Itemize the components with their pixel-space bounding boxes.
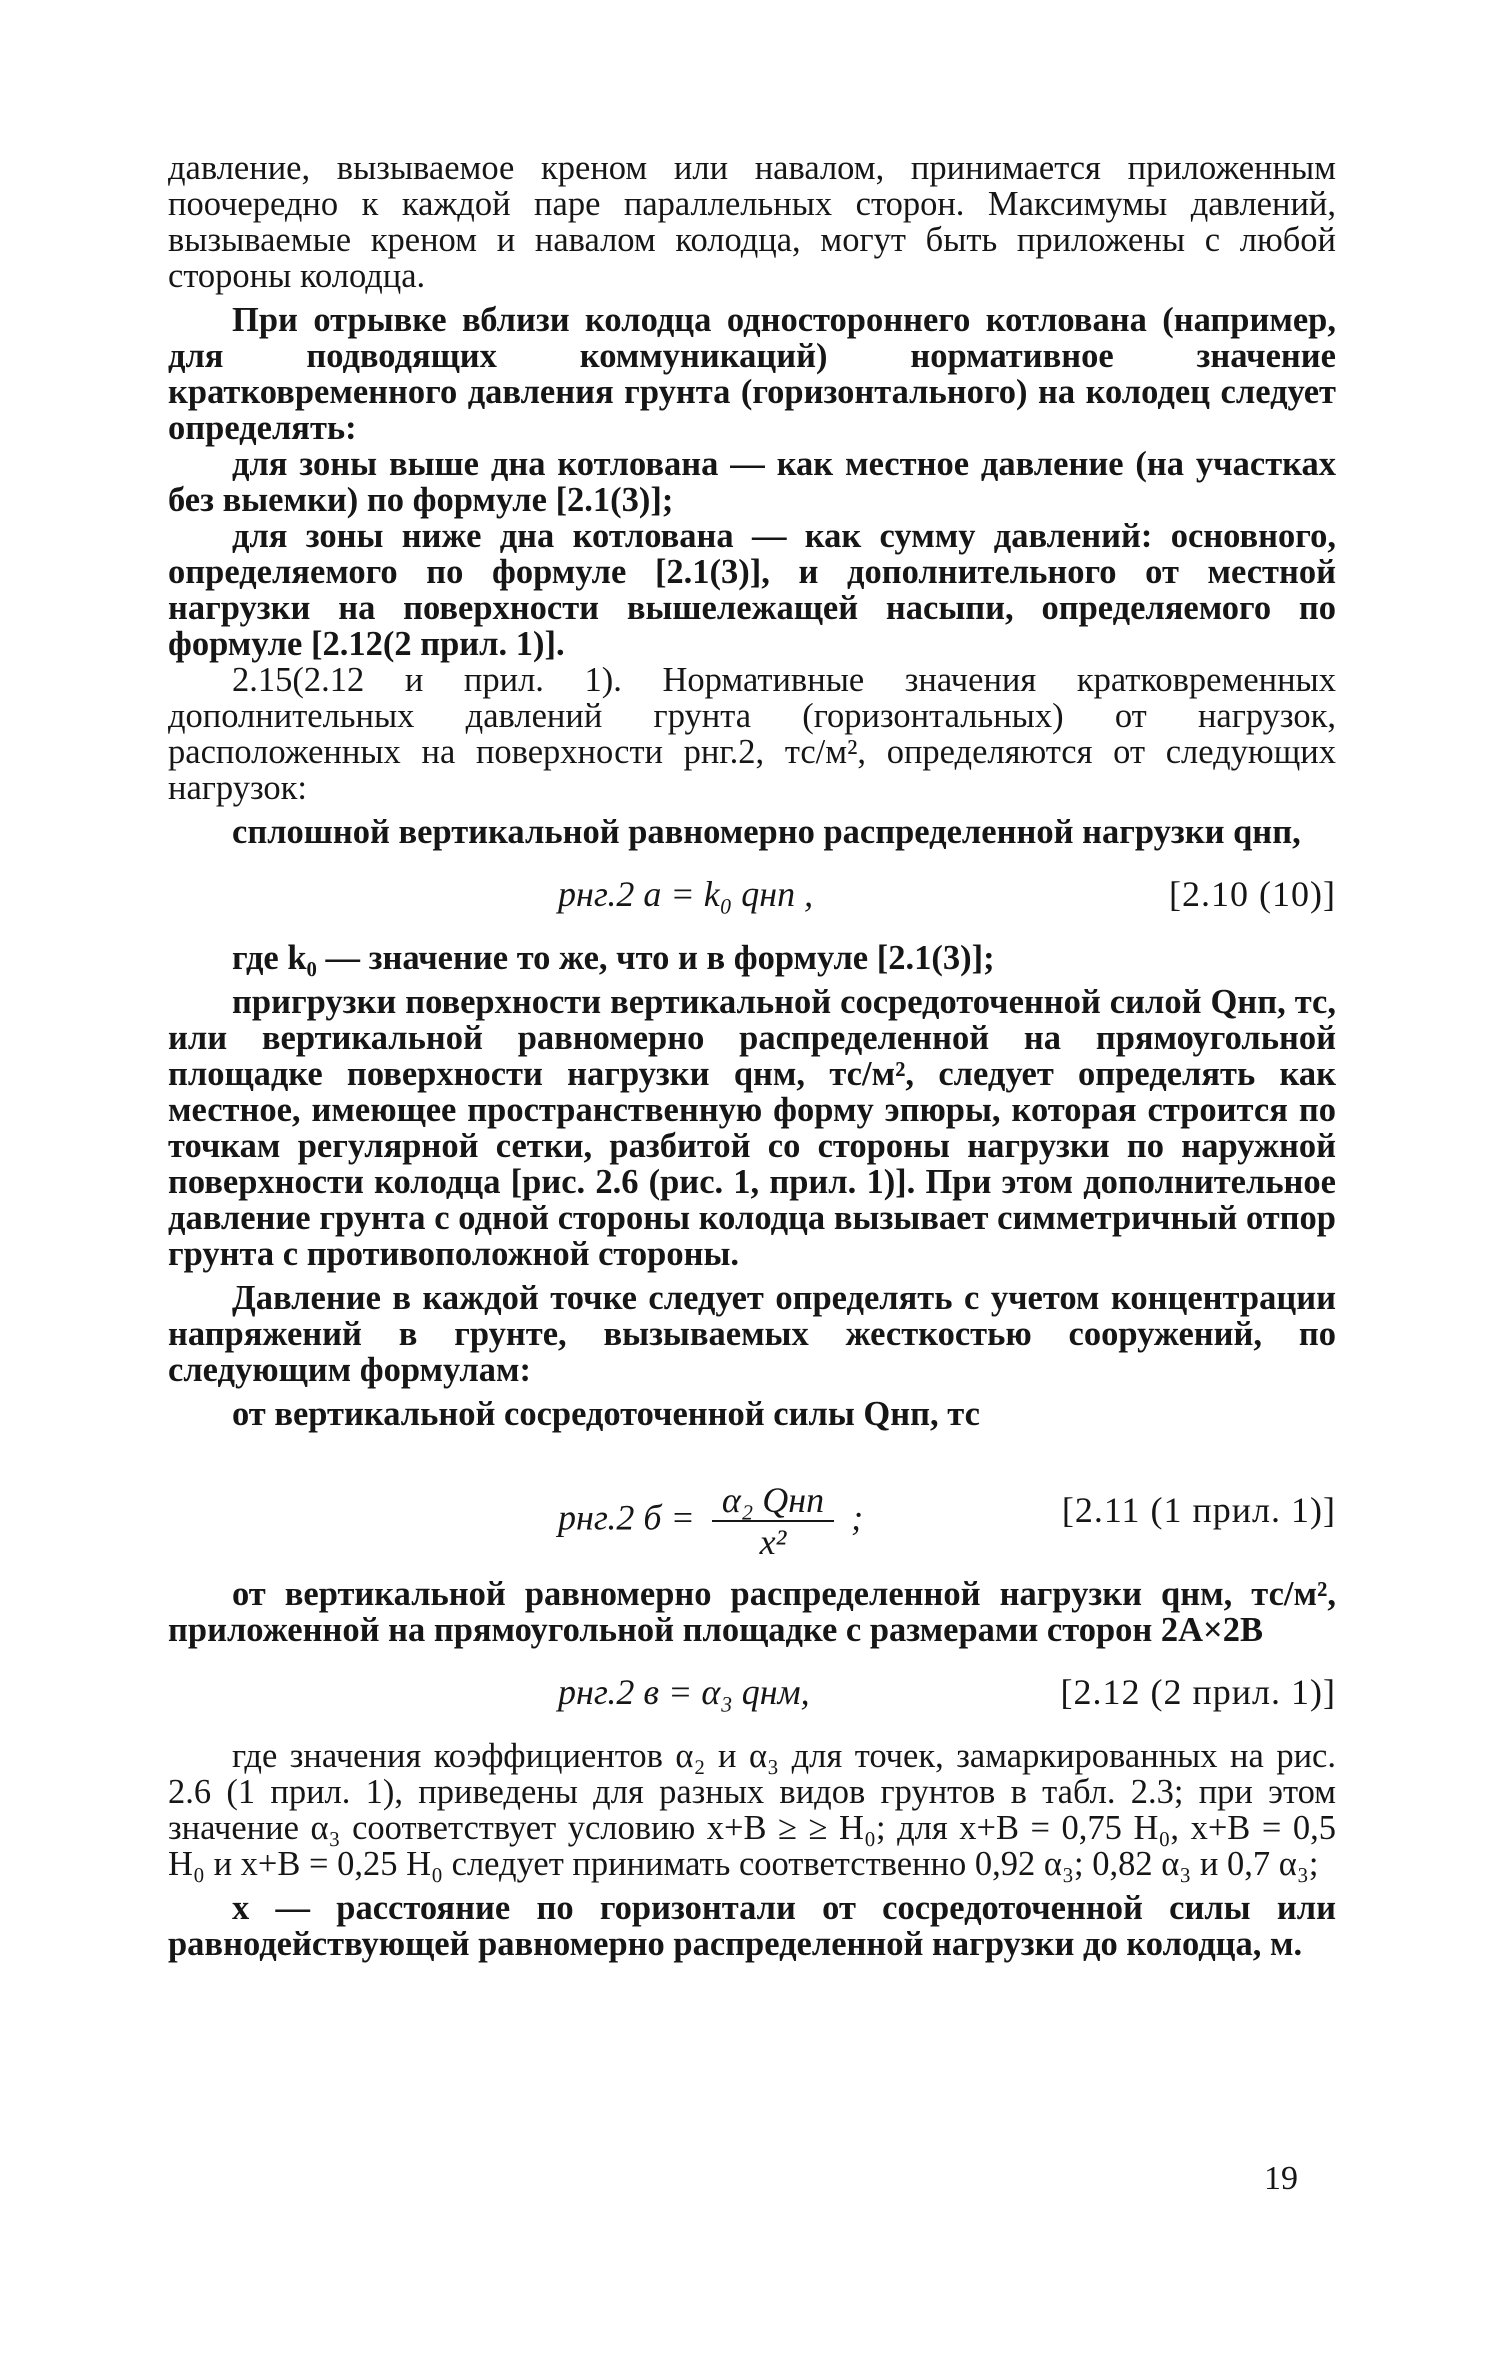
paragraph: При отрывке вблизи колодца одностороннего котлована (например, для подводящих коммуникаций) нормативное значение кратковременного давления грунта (горизонтального) на колодец следует определять: [168,301,1336,447]
paragraph: от вертикальной сосредоточенной силы Qнп, тс [232,1395,980,1433]
paragraph: Давление в каждой точке следует определять с учетом концентрации напряжений в грунте, вызываемых жесткостью сооружений, по следующим формулам: [168,1279,1336,1389]
formula-reference: [2.10 (10)] [1169,874,1336,914]
fraction-numerator: α₂ Qнп [712,1482,834,1522]
formula-fraction [712,1482,834,1560]
paragraph: 2.15(2.12 и прил. 1). Нормативные значения кратковременных дополнительных давлений грунта (горизонтальных) от нагрузок, расположенных на поверхности pнг.2, тс/м², определяются от следующих нагрузок: [168,661,1336,807]
formula-tail: ; [851,1497,864,1538]
paragraph: где k₀ — значение то же, что и в формуле [2.1(3)]; [232,939,995,977]
paragraph: от вертикальной равномерно распределенной нагрузки qнм, тс/м², приложенной на прямоугольной площадке с размерами сторон 2А×2В [168,1575,1336,1649]
page-number: 19 [1264,2160,1298,2197]
formula-expression: pнг.2 а = k₀ qнп , [558,874,814,914]
page-body [168,150,1336,1962]
paragraph: для зоны выше дна котлована — как местное давление (на участках без выемки) по формуле [2.1(3)]; [168,445,1336,519]
formula-2-10 [168,864,1336,928]
fraction-denominator: x² [759,1522,787,1562]
paragraph: для зоны ниже дна котлована — как сумму давлений: основного, определяемого по формуле [2.1(3)], и дополнительного от местной нагрузки на поверхности вышележащей насыпи, определяемого по формуле [2.12(2 прил. 1)]. [168,517,1336,663]
formula-2-12 [168,1662,1336,1726]
paragraph: давление, вызываемое креном или навалом, принимается приложенным поочередно к каждой паре параллельных сторон. Максимумы давлений, вызываемые креном и навалом колодца, могут быть приложены с любой стороны колодца. [168,149,1336,295]
paragraph: пригрузки поверхности вертикальной сосредоточенной силой Qнп, тс, или вертикальной равномерно распределенной на прямоугольной площадке поверхности нагрузки qнм, тс/м², следует определять как местное, имеющее пространственную форму эпюры, которая строится по точкам регулярной сетки, разбитой со стороны нагрузки по наружной поверхности колодца [рис. 2.6 (рис. 1, прил. 1)]. При этом дополнительное давление грунта с одной стороны колодца вызывает симметричный отпор грунта с противоположной стороны. [168,983,1336,1273]
paragraph: сплошной вертикальной равномерно распределенной нагрузки qнп, [232,813,1301,851]
formula-reference: [2.11 (1 прил. 1)] [1061,1490,1336,1530]
paragraph: x — расстояние по горизонтали от сосредоточенной силы или равнодействующей равномерно распределенной нагрузки до колодца, м. [168,1889,1336,1963]
formula-expression [558,1482,863,1560]
paragraph: где значения коэффициентов α₂ и α₃ для точек, замаркированных на рис. 2.6 (1 прил. 1), приведены для разных видов грунтов в табл. 2.3; при этом значение α₃ соответствует условию x+B ≥ ≥ H₀; для x+B = 0,75 H₀, x+B = 0,5 H₀ и x+B = 0,25 H₀ следует принимать соответственно 0,92 α₃; 0,82 α₃ и 0,7 α₃; [168,1737,1336,1883]
formula-reference: [2.12 (2 прил. 1)] [1060,1672,1336,1712]
formula-2-11 [168,1446,1336,1564]
formula-expression: pнг.2 в = α₃ qнм, [558,1672,810,1712]
formula-lhs: pнг.2 б = [558,1497,695,1538]
